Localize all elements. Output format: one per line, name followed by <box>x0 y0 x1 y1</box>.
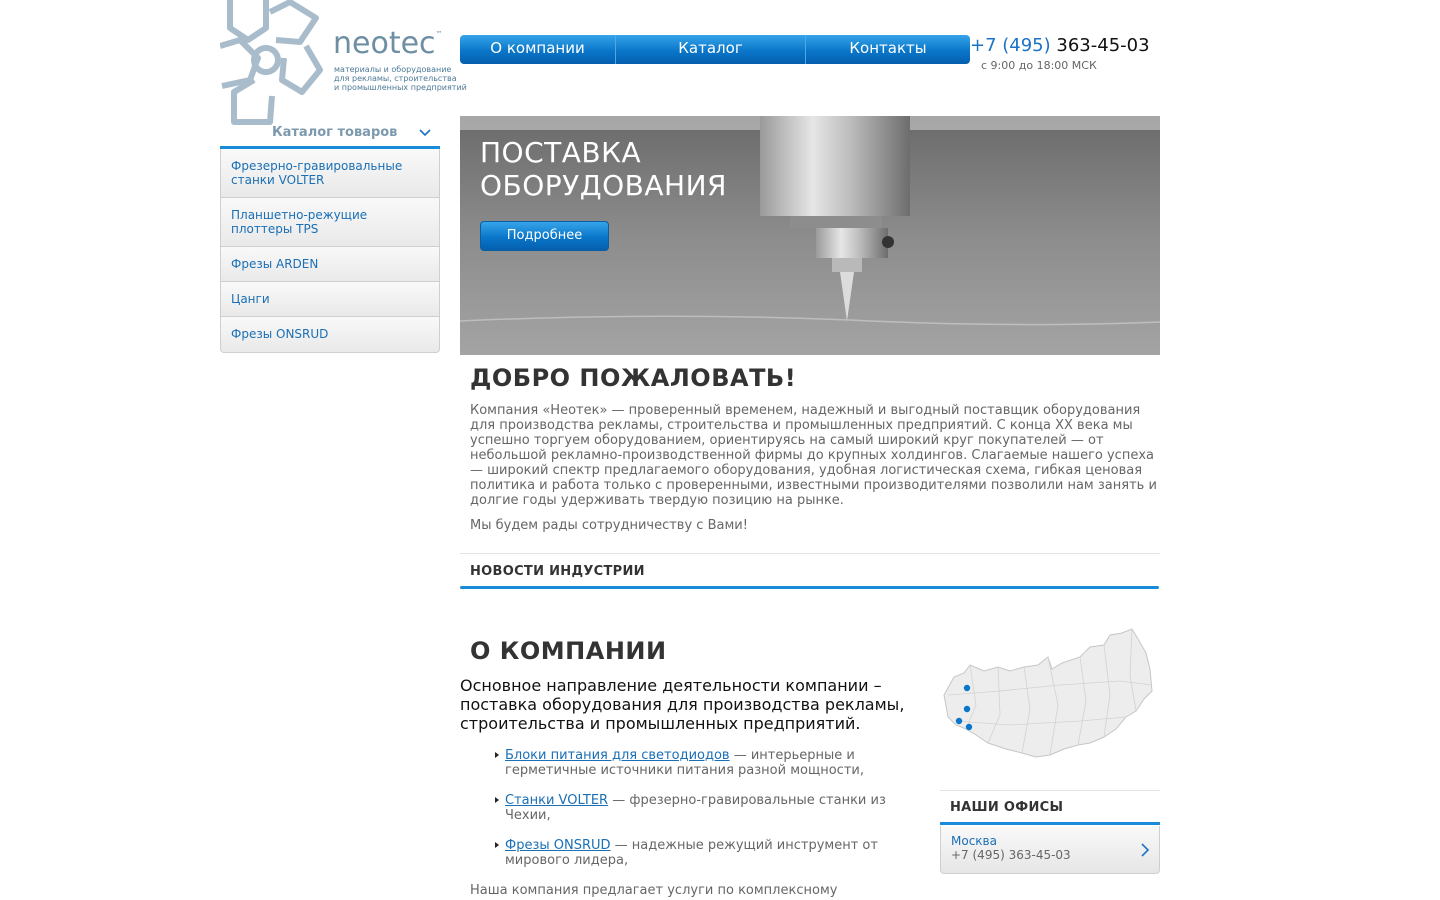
office-marker[interactable] <box>964 685 970 691</box>
nav-contacts-link[interactable]: Контакты <box>849 39 927 57</box>
nav-about-link[interactable]: О компании <box>460 35 616 64</box>
welcome-heading: ДОБРО ПОЖАЛОВАТЬ! <box>470 364 797 392</box>
office-card-moscow[interactable] <box>940 826 1160 874</box>
welcome-closing: Мы будем рады сотрудничеству с Вами! <box>470 518 748 533</box>
list-item: Блоки питания для светодиодов — интерьерные и герметичные источники питания разной мощности, <box>495 748 915 778</box>
list-item: Станки VOLTER — фрезерно-гравировальные станки из Чехии, <box>495 793 915 823</box>
catalog-item-collets[interactable]: Цанги <box>221 282 439 317</box>
about-list <box>495 748 915 883</box>
logo-tagline: материалы и оборудование для рекламы, строительства и промышленных предприятий <box>334 65 467 92</box>
about-lead: Основное направление деятельности компании – поставка оборудования для производства рекламы, строительства и промышленных предприятий. <box>460 676 905 733</box>
phone-number: 363-45-03 <box>1056 35 1150 56</box>
catalog-menu <box>220 149 440 353</box>
news-title: НОВОСТИ ИНДУСТРИИ <box>470 564 645 579</box>
chevron-down-icon <box>418 126 432 140</box>
news-underline <box>460 586 1159 589</box>
header-phone[interactable] <box>970 35 1150 56</box>
russia-map-icon[interactable] <box>940 625 1160 765</box>
office-marker[interactable] <box>966 724 972 730</box>
offices-header <box>940 790 1160 825</box>
office-city: Москва <box>951 834 997 848</box>
catalog-dropdown-toggle[interactable] <box>220 124 440 149</box>
list-item: Фрезы ONSRUD — надежные режущий инструмент от мирового лидера, <box>495 838 915 868</box>
welcome-text: Компания «Неотек» — проверенный временем, надежный и выгодный поставщик оборудования для производства рекламы, строительства и промышленных предприятий. С конца XX века мы успешно торгуем оборудованием, ориентируясь на самый широкий круг покупателей — от небольшой рекламно-производственной фирмы до крупных холдингов. Слагаемые нашего успеха — широкий спектр предлагаемого оборудования, удобная логистическая схема, гибкая ценовая политика и работа только с проверенными, известными производителями позволили нам занять и долгие годы удерживать твердую позицию на рынке. <box>470 403 1157 508</box>
logo-wordmark: neotec™ <box>333 26 443 61</box>
catalog-item-volter[interactable]: Фрезерно-гравировальные станки VOLTER <box>221 149 439 198</box>
catalog-item-arden[interactable]: Фрезы ARDEN <box>221 247 439 282</box>
phone-code: +7 (495) <box>970 35 1051 56</box>
top-navigation <box>460 35 970 64</box>
working-hours: с 9:00 до 18:00 МСК <box>981 59 1097 72</box>
industry-news-header <box>460 553 1160 589</box>
link-volter[interactable]: Станки VOLTER <box>505 793 609 808</box>
about-tail-text: Наша компания предлагает услуги по комплексному <box>470 883 838 898</box>
hero-banner <box>460 116 1160 355</box>
office-phone: +7 (495) 363-45-03 <box>951 848 1071 862</box>
logo-flower-icon <box>220 0 330 126</box>
offices-title: НАШИ ОФИСЫ <box>950 800 1064 815</box>
bullet-arrow-icon <box>495 752 499 758</box>
hero-more-button[interactable]: Подробнее <box>480 221 609 251</box>
office-marker[interactable] <box>956 718 962 724</box>
nav-catalog-link[interactable]: Каталог <box>616 35 806 64</box>
bullet-arrow-icon <box>495 842 499 848</box>
catalog-item-onsrud[interactable]: Фрезы ONSRUD <box>221 317 439 352</box>
about-heading: О КОМПАНИИ <box>470 637 667 665</box>
catalog-title: Каталог товаров <box>272 125 398 140</box>
link-led-power[interactable]: Блоки питания для светодиодов <box>505 748 730 763</box>
office-marker[interactable] <box>964 706 970 712</box>
bullet-arrow-icon <box>495 797 499 803</box>
hero-title: ПОСТАВКА ОБОРУДОВАНИЯ <box>480 136 727 202</box>
site-logo[interactable] <box>220 0 470 126</box>
catalog-item-tps[interactable]: Планшетно-режущие плоттеры TPS <box>221 198 439 247</box>
chevron-right-icon <box>1139 842 1151 858</box>
link-onsrud[interactable]: Фрезы ONSRUD <box>505 838 611 853</box>
